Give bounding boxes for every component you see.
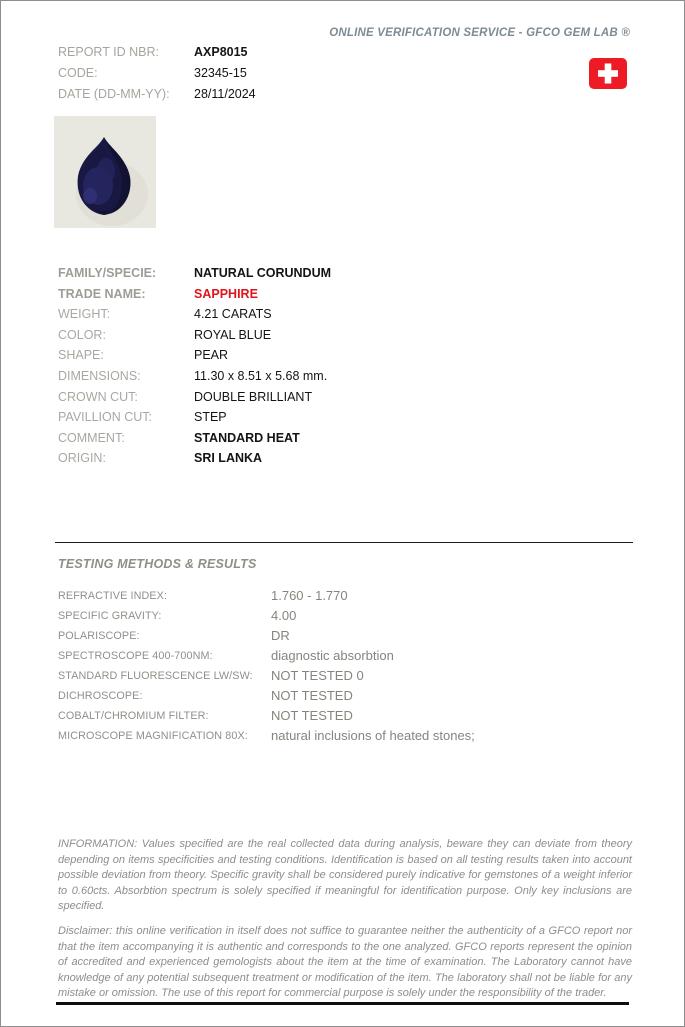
- spectroscope-value: diagnostic absorbtion: [271, 648, 394, 663]
- report-id-block: [58, 42, 256, 105]
- trade-name-value: SAPPHIRE: [194, 286, 258, 301]
- origin-value: SRI LANKA: [194, 451, 263, 466]
- microscope-label: MICROSCOPE MAGNIFICATION 80X:: [58, 730, 248, 742]
- detail-row-trade-name: [58, 284, 331, 305]
- footer-rule-line: [56, 1002, 629, 1005]
- test-row-refractive-index: [58, 586, 475, 606]
- specific-gravity-value: 4.00: [271, 608, 297, 623]
- code-label: CODE:: [58, 66, 98, 80]
- pavillion-cut-label: PAVILLION CUT:: [58, 410, 153, 425]
- origin-label: ORIGIN:: [58, 451, 106, 466]
- test-row-microscope: [58, 726, 475, 746]
- microscope-value: natural inclusions of heated stones;: [271, 728, 475, 743]
- dimensions-label: DIMENSIONS:: [58, 368, 141, 383]
- refractive-index-label: REFRACTIVE INDEX:: [58, 590, 168, 602]
- test-row-fluorescence: [58, 666, 475, 686]
- test-row-polariscope: [58, 626, 475, 646]
- testing-section-heading: TESTING METHODS & RESULTS: [58, 557, 257, 571]
- dichroscope-value: NOT TESTED: [271, 688, 353, 703]
- fluorescence-label: STANDARD FLUORESCENCE LW/SW:: [58, 670, 253, 682]
- polariscope-label: POLARISCOPE:: [58, 630, 140, 642]
- detail-row-family: [58, 263, 331, 284]
- cobalt-filter-value: NOT TESTED: [271, 708, 353, 723]
- crown-cut-value: DOUBLE BRILLIANT: [194, 389, 313, 404]
- code-value: 32345-15: [194, 66, 247, 80]
- color-label: COLOR:: [58, 327, 106, 342]
- sapphire-gem-illustration: [54, 116, 156, 228]
- service-title: ONLINE VERIFICATION SERVICE - GFCO GEM LAB ®: [329, 27, 630, 39]
- polariscope-value: DR: [271, 628, 290, 643]
- information-paragraph: INFORMATION: Values specified are the real collected data during analysis, beware they can deviate from theory depending on items specificities and testing conditions. Identification is based on all testing results taken into account possible deviation from theory. Specific gravity shall be considered purely indicative for gemstones of a weight inferior to 0.60cts. Absorbtion spectrum is solely specified if meaningful for identification purpose. Only key inclusions are specified.: [58, 838, 632, 912]
- comment-label: COMMENT:: [58, 430, 125, 445]
- test-row-specific-gravity: [58, 606, 475, 626]
- specific-gravity-label: SPECIFIC GRAVITY:: [58, 610, 162, 622]
- trade-name-label: TRADE NAME:: [58, 286, 146, 301]
- detail-row-weight: [58, 304, 331, 325]
- gem-details-block: [58, 263, 331, 469]
- section-divider-line: [55, 542, 633, 543]
- refractive-index-value: 1.760 - 1.770: [271, 588, 348, 603]
- family-value: NATURAL CORUNDUM: [194, 266, 332, 280]
- weight-value: 4.21 CARATS: [194, 307, 272, 322]
- code-row: [58, 63, 256, 84]
- fluorescence-value: NOT TESTED 0: [271, 668, 364, 683]
- weight-label: WEIGHT:: [58, 307, 111, 322]
- report-id-value: AXP8015: [194, 45, 248, 59]
- crown-cut-label: CROWN CUT:: [58, 389, 138, 404]
- swiss-flag-icon: [589, 58, 627, 89]
- dimensions-value: 11.30 x 8.51 x 5.68 mm.: [194, 368, 328, 383]
- dichroscope-label: DICHROSCOPE:: [58, 690, 143, 702]
- test-row-cobalt-filter: [58, 706, 475, 726]
- cobalt-filter-label: COBALT/CHROMIUM FILTER:: [58, 710, 209, 722]
- color-value: ROYAL BLUE: [194, 327, 272, 342]
- disclaimer-paragraph: Disclaimer: this online verification in itself does not suffice to guarantee neither the authenticity of a GFCO report nor that the item accompanying it is authentic and corresponds to the one analyzed. GFCO reports represent the opinion of accredited and experienced gemologists about the item at the time of examination. The Laboratory cannot have knowledge of any potential subsequent treatment or modification of the item. The laboratory shall not be liable for any mistake or omission. The use of this report for commercial purpose is solely under the responsibility of the trader.: [58, 925, 632, 999]
- gemstone-photo: [54, 116, 156, 228]
- spectroscope-label: SPECTROSCOPE 400-700NM:: [58, 650, 213, 662]
- shape-value: PEAR: [194, 348, 229, 363]
- detail-row-shape: [58, 345, 331, 366]
- date-row: [58, 84, 256, 105]
- test-row-spectroscope: [58, 646, 475, 666]
- date-value: 28/11/2024: [194, 87, 256, 101]
- detail-row-pavillion-cut: [58, 407, 331, 428]
- shape-label: SHAPE:: [58, 348, 104, 363]
- date-label: DATE (DD-MM-YY):: [58, 87, 170, 101]
- testing-results-block: [58, 586, 475, 746]
- test-row-dichroscope: [58, 686, 475, 706]
- pavillion-cut-value: STEP: [194, 410, 227, 425]
- comment-value: STANDARD HEAT: [194, 430, 300, 445]
- detail-row-color: [58, 325, 331, 346]
- report-id-label: REPORT ID NBR:: [58, 45, 159, 59]
- report-id-row: [58, 42, 256, 63]
- detail-row-origin: [58, 448, 331, 469]
- family-label: FAMILY/SPECIE:: [58, 266, 157, 280]
- detail-row-comment: [58, 428, 331, 449]
- detail-row-crown-cut: [58, 387, 331, 408]
- detail-row-dimensions: [58, 366, 331, 387]
